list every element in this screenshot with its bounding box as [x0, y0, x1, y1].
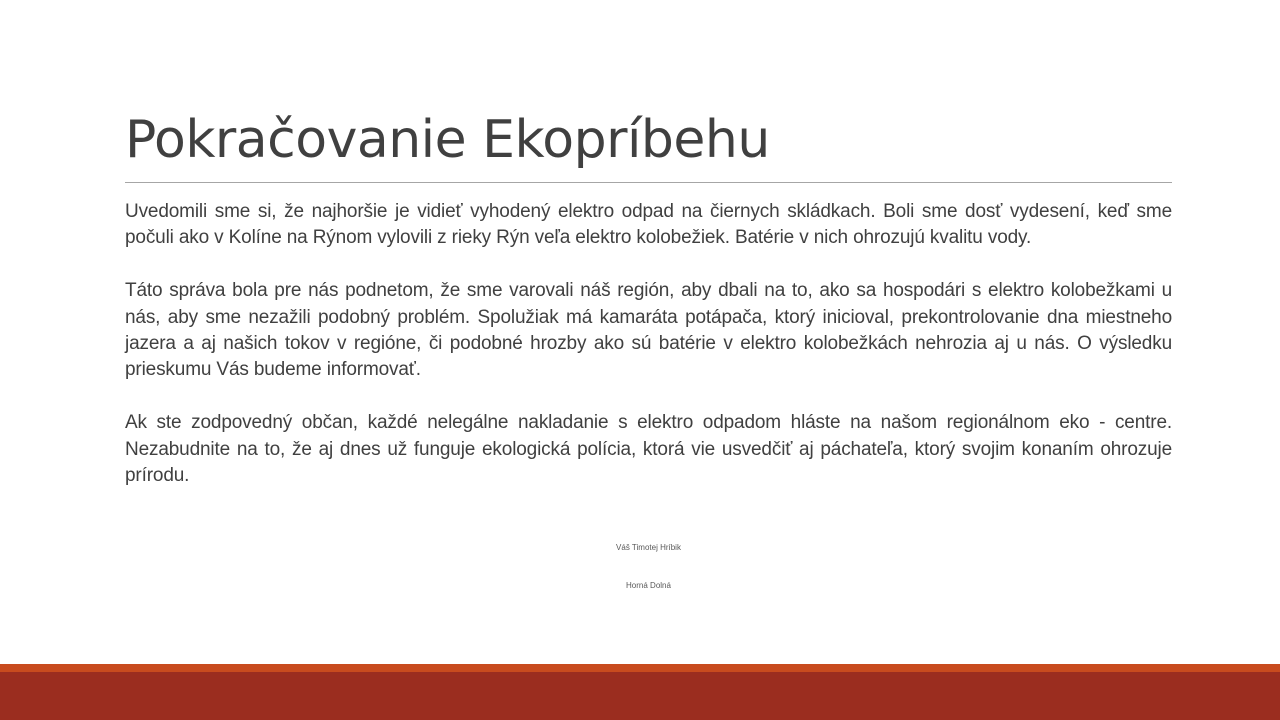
place-name: Horná Dolná	[626, 581, 671, 590]
footer-band	[0, 672, 1280, 720]
paragraph-3: Ak ste zodpovedný občan, každé nelegálne nakladanie s elektro odpadom hláste na našom regionálnom eko - centre. Nezabudnite na to, že aj dnes už funguje ekologická polícia, ktorá vie usvedčiť aj páchateľa, ktorý svojim konaním ohrozuje prírodu.	[125, 412, 1172, 487]
paragraph-2: Táto správa bola pre nás podnetom, že sme varovali náš región, aby dbali na to, ako sa hospodári s elektro kolobežkami u nás, aby sme nezažili podobný problém. Spolužiak má kamaráta potápača, ktorý inicioval, prekontrolovanie dna miestneho jazera a aj našich tokov v regióne, či podobné hrozby ako sú batérie v elektro kolobežkách nehrozia aj u nás. O výsledku prieskumu Vás budeme informovať.	[125, 280, 1172, 381]
paragraph-1: Uvedomili sme si, že najhoršie je vidieť vyhodený elektro odpad na čiernych skládkach. Boli sme dosť vydesení, keď sme počuli ako v Kolíne na Rýnom vylovili z rieky Rýn veľa elektro kolobežiek. Batérie v nich ohrozujú kvalitu vody.	[125, 201, 1172, 249]
footer-accent-stripe	[0, 664, 1280, 672]
slide-title: Pokračovanie Ekopríbehu	[125, 110, 770, 170]
slide-body	[125, 199, 1172, 489]
title-divider	[125, 182, 1172, 183]
signature: Váš Timotej Hríbik	[616, 543, 681, 552]
